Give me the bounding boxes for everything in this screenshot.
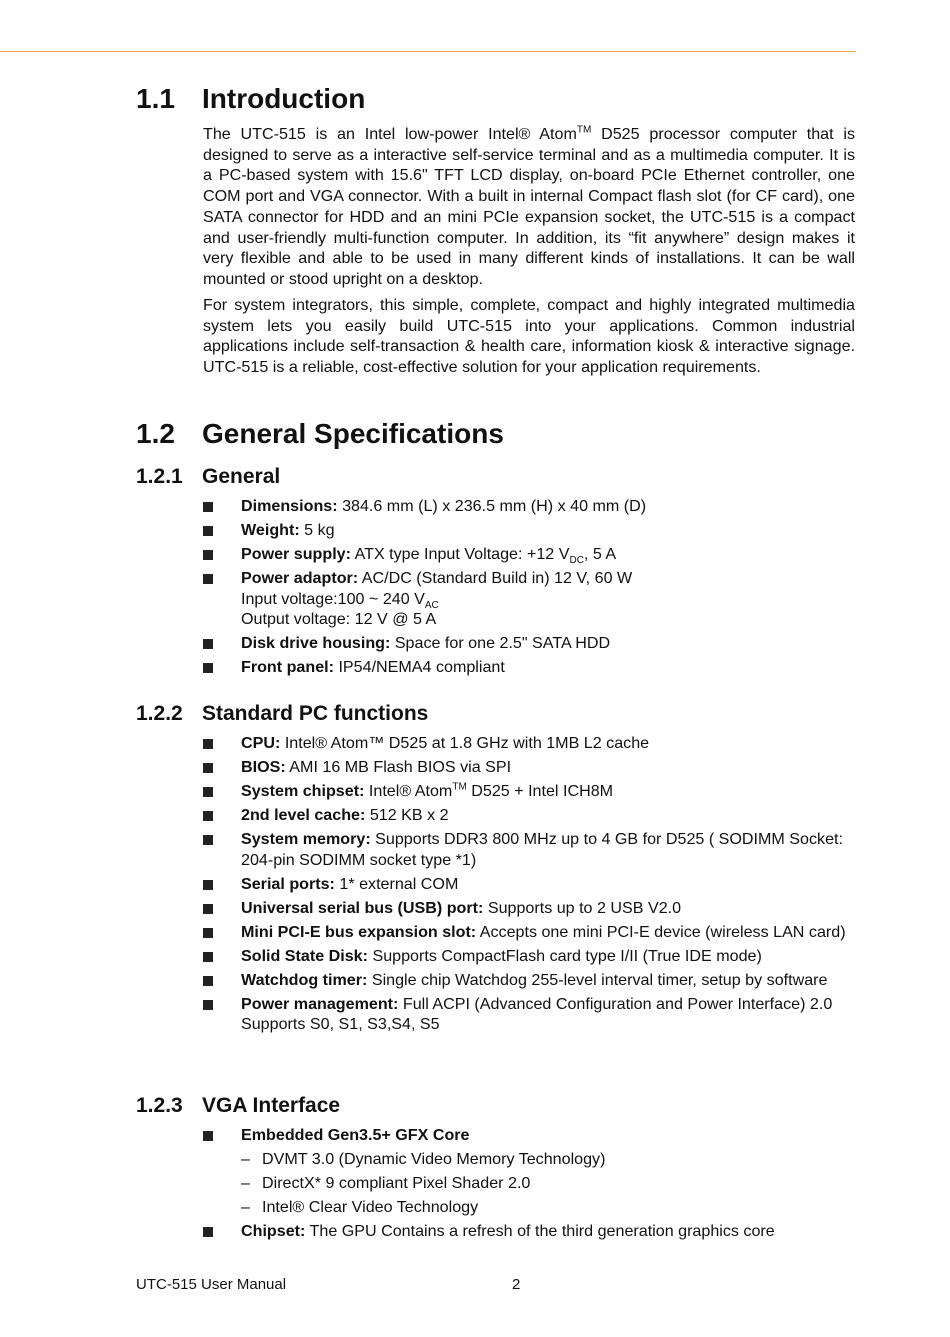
spec-label: System chipset:	[241, 782, 365, 800]
feature-text: Intel® Clear Video Technology	[262, 1197, 479, 1216]
list-item-weight	[203, 520, 858, 541]
subscript-ac: AC	[424, 599, 439, 611]
square-bullet-icon	[203, 1227, 213, 1237]
vga-interface-list	[203, 1125, 858, 1245]
spec-value: 5 kg	[299, 521, 335, 539]
subsection-heading-general	[136, 464, 280, 490]
spec-label: Mini PCI-E bus expansion slot:	[241, 922, 477, 941]
square-bullet-icon	[203, 811, 213, 821]
section-title: General Specifications	[202, 418, 504, 449]
header-rule	[0, 51, 856, 52]
trademark-sup: TM	[452, 781, 467, 793]
list-item-serial-ports	[203, 874, 858, 895]
subsection-title: General	[202, 465, 281, 488]
subsection-heading-vga-interface	[136, 1093, 340, 1119]
subsection-number: 1.2.3	[136, 1094, 183, 1117]
spec-label: BIOS:	[241, 758, 286, 776]
spec-value: Single chip Watchdog 255-level interval timer, setup by software	[367, 970, 828, 989]
spec-label: Front panel:	[241, 658, 334, 677]
square-bullet-icon	[203, 663, 213, 673]
dash-item-directx	[241, 1173, 858, 1194]
spec-label: Weight:	[241, 521, 300, 539]
spec-value: 1* external COM	[334, 874, 459, 893]
spec-label: System memory:	[241, 830, 371, 848]
intro-paragraph-2: For system integrators, this simple, complete, compact and highly integrated multimedia system lets you easily build UTC-515 into your applications. Common industrial applications include self-transaction & health care, information kiosk & interactive signage. UTC-515 is a reliable, cost-effective solution for your application requirements.	[203, 296, 855, 377]
list-item-front-panel	[203, 657, 858, 678]
feature-text: DVMT 3.0 (Dynamic Video Memory Technology)	[262, 1149, 606, 1168]
square-bullet-icon	[203, 976, 213, 986]
subsection-number: 1.2.2	[136, 702, 183, 725]
spec-value: Space for one 2.5" SATA HDD	[390, 634, 611, 653]
section-heading-general-specifications	[136, 417, 504, 451]
feature-text: DirectX* 9 compliant Pixel Shader 2.0	[262, 1173, 531, 1192]
list-item-usb-port	[203, 898, 858, 919]
dash-item-clear-video	[241, 1197, 858, 1218]
spec-value: Intel® Atom	[364, 782, 453, 800]
spec-value: IP54/NEMA4 compliant	[333, 658, 505, 677]
list-item-power-management	[203, 994, 858, 1035]
subsection-title: VGA Interface	[202, 1094, 341, 1117]
spec-label: Universal serial bus (USB) port:	[241, 898, 484, 917]
spec-value: ATX type Input Voltage: +12 V	[351, 545, 570, 563]
spec-value: 384.6 mm (L) x 236.5 mm (H) x 40 mm (D)	[337, 497, 647, 515]
list-item-bios	[203, 757, 858, 778]
section-title: Introduction	[202, 83, 366, 114]
dash-icon: –	[241, 1149, 250, 1168]
list-item-watchdog-timer	[203, 970, 858, 991]
list-item-solid-state-disk	[203, 946, 858, 967]
list-item-system-chipset	[203, 781, 858, 802]
spec-value: Supports up to 2 USB V2.0	[483, 898, 682, 917]
spec-label: Disk drive housing:	[241, 634, 391, 653]
dash-icon: –	[241, 1173, 250, 1192]
spec-label: Power management:	[241, 994, 399, 1013]
intro-text-cont: D525 processor computer that is designed to serve as a interactive self-service terminal and as a multimedia computer. It is a PC-based system with 15.6" TFT LCD display, on-board PCIe Ethernet controller, one COM port and VGA connector. With a built in internal Compact flash slot (for CF card), one SATA connector for HDD and an mini PCIe expansion socket, the UTC-515 is a compact and user-friendly multi-function computer. In addition, its “fit anywhere” design makes it very flexible and able to be used in many different kinds of installations. It can be wall mounted or stood upright on a desktop.	[203, 125, 855, 288]
square-bullet-icon	[203, 639, 213, 649]
trademark-sup: TM	[576, 124, 592, 136]
square-bullet-icon	[203, 550, 213, 560]
spec-value-cont: , 5 A	[583, 545, 617, 563]
square-bullet-icon	[203, 952, 213, 962]
general-spec-list	[203, 496, 858, 681]
list-item-2nd-level-cache	[203, 805, 858, 826]
square-bullet-icon	[203, 502, 213, 512]
spec-label: 2nd level cache:	[241, 806, 366, 824]
list-item-gfx-core	[203, 1125, 858, 1217]
spec-value: 512 KB x 2	[365, 806, 449, 824]
list-item-system-memory	[203, 829, 858, 870]
pc-functions-list	[203, 733, 858, 1038]
spec-value: The GPU Contains a refresh of the third generation graphics core	[305, 1221, 775, 1240]
spec-value: Full ACPI (Advanced Configuration and Power Interface) 2.0 Supports S0, S1, S3,S4, S5	[241, 994, 833, 1034]
intro-paragraph-1	[203, 124, 855, 290]
spec-label: Serial ports:	[241, 874, 335, 893]
list-item-disk-drive-housing	[203, 633, 858, 654]
adaptor-output-line: Output voltage: 12 V @ 5 A	[241, 610, 437, 629]
gfx-feature-list	[241, 1149, 858, 1218]
section-heading-introduction	[136, 82, 365, 116]
spec-value: AC/DC (Standard Build in) 12 V, 60 W	[358, 569, 633, 587]
square-bullet-icon	[203, 928, 213, 938]
spec-value: Supports DDR3 800 MHz up to 4 GB for D525 ( SODIMM Socket: 204-pin SODIMM socket type *1)	[241, 830, 843, 869]
dash-item-dvmt	[241, 1149, 858, 1170]
spec-label: Power adaptor:	[241, 569, 359, 587]
list-item-dimensions	[203, 496, 858, 517]
spec-label: Power supply:	[241, 545, 351, 563]
list-item-power-adaptor	[203, 568, 858, 630]
section-number: 1.2	[136, 418, 175, 449]
spec-value: Supports CompactFlash card type I/II (True IDE mode)	[368, 946, 762, 965]
spec-label: CPU:	[241, 734, 281, 752]
subsection-title: Standard PC functions	[202, 702, 429, 725]
square-bullet-icon	[203, 574, 213, 584]
subsection-number: 1.2.1	[136, 465, 183, 488]
spec-value: Intel® Atom™ D525 at 1.8 GHz with 1MB L2 cache	[280, 734, 650, 752]
square-bullet-icon	[203, 526, 213, 536]
square-bullet-icon	[203, 763, 213, 773]
spec-label: Solid State Disk:	[241, 946, 368, 965]
spec-label: Chipset:	[241, 1221, 306, 1240]
spec-label: Embedded Gen3.5+ GFX Core	[241, 1126, 470, 1144]
subscript-dc: DC	[569, 555, 584, 567]
list-item-chipset	[203, 1221, 858, 1242]
page-number: 2	[512, 1276, 521, 1293]
square-bullet-icon	[203, 904, 213, 914]
square-bullet-icon	[203, 880, 213, 890]
subsection-heading-standard-pc-functions	[136, 701, 428, 727]
spec-label: Watchdog timer:	[241, 970, 368, 989]
list-item-power-supply	[203, 544, 858, 565]
footer-manual-title: UTC-515 User Manual	[136, 1276, 287, 1293]
square-bullet-icon	[203, 1000, 213, 1010]
spec-value-cont: D525 + Intel ICH8M	[466, 782, 614, 800]
spec-value: Accepts one mini PCI-E device (wireless LAN card)	[476, 922, 846, 941]
square-bullet-icon	[203, 1131, 213, 1141]
dash-icon: –	[241, 1197, 250, 1216]
section-number: 1.1	[136, 83, 175, 114]
spec-label: Dimensions:	[241, 497, 338, 515]
list-item-mini-pcie-slot	[203, 922, 858, 943]
intro-text: The UTC-515 is an Intel low-power Intel® Atom	[203, 125, 577, 143]
adaptor-input: Input voltage:100 ~ 240 V	[241, 589, 425, 608]
spec-value: AMI 16 MB Flash BIOS via SPI	[285, 758, 512, 776]
adaptor-input-line	[241, 589, 858, 610]
square-bullet-icon	[203, 835, 213, 845]
list-item-cpu	[203, 733, 858, 754]
square-bullet-icon	[203, 787, 213, 797]
square-bullet-icon	[203, 739, 213, 749]
